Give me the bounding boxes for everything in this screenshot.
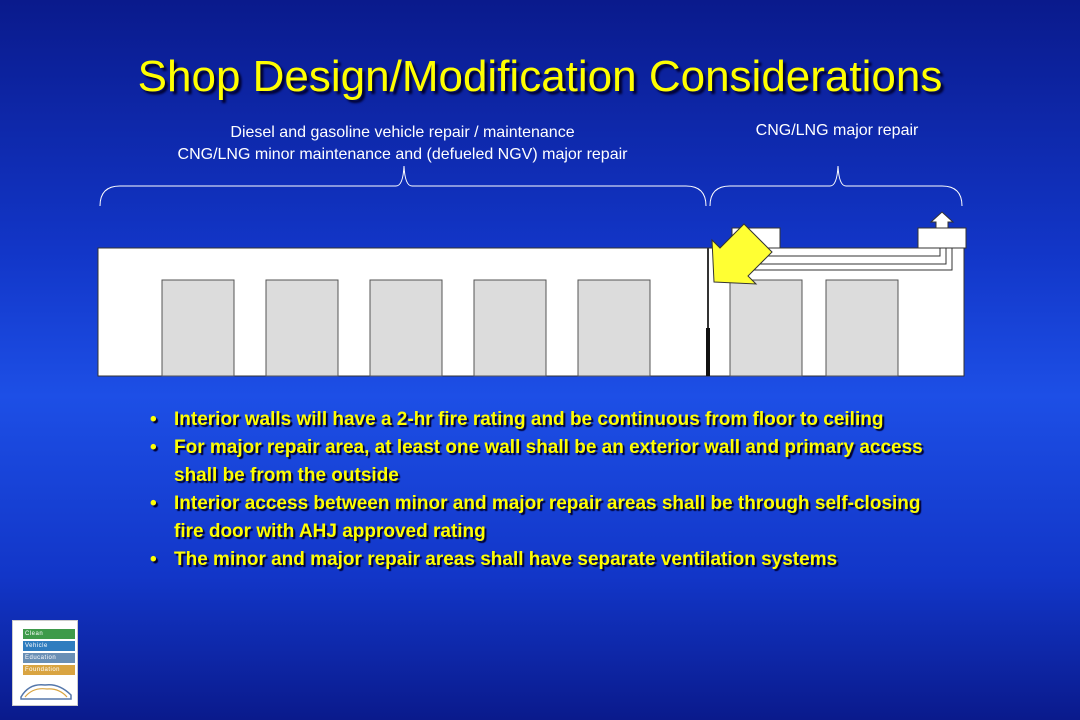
list-item bbox=[148, 546, 948, 574]
logo-line: Foundation bbox=[23, 665, 75, 675]
list-item bbox=[148, 406, 948, 434]
logo-line: Education bbox=[23, 653, 75, 663]
bay-door bbox=[730, 280, 802, 376]
logo-line: Vehicle bbox=[23, 641, 75, 651]
bullet-icon: • bbox=[150, 493, 157, 514]
bullet-icon: • bbox=[150, 409, 157, 430]
bay-door bbox=[162, 280, 234, 376]
logo-line: Clean bbox=[23, 629, 75, 639]
bay-door bbox=[266, 280, 338, 376]
minor-repair-caption-line2: CNG/LNG minor maintenance and (defueled NGV) major repair bbox=[177, 146, 628, 163]
bullet-text: The minor and major repair areas shall have separate ventilation systems bbox=[174, 549, 838, 570]
exhaust-arrow-icon bbox=[931, 212, 953, 228]
list-item bbox=[148, 490, 948, 546]
bay-door bbox=[826, 280, 898, 376]
slide-title: Shop Design/Modification Considerations bbox=[137, 52, 943, 101]
list-item bbox=[148, 434, 948, 490]
minor-repair-caption-line1: Diesel and gasoline vehicle repair / maintenance bbox=[230, 124, 575, 141]
bullet-text: Interior walls will have a 2-hr fire rating and be continuous from floor to ceiling bbox=[174, 409, 884, 430]
bay-door bbox=[370, 280, 442, 376]
logo-vehicle-icon bbox=[19, 679, 73, 701]
clean-vehicle-foundation-logo bbox=[12, 620, 78, 706]
considerations-list bbox=[148, 406, 948, 574]
bay-door bbox=[578, 280, 650, 376]
major-area-brace bbox=[710, 166, 962, 206]
major-repair-caption: CNG/LNG major repair bbox=[755, 122, 919, 139]
bullet-icon: • bbox=[150, 437, 157, 458]
minor-area-brace bbox=[100, 166, 706, 206]
bullet-icon: • bbox=[150, 549, 157, 570]
bullet-text: Interior access between minor and major repair areas shall be through self-closing fire door with AHJ approved rating bbox=[174, 493, 921, 542]
ventilation-exhaust-unit bbox=[918, 228, 966, 248]
bullet-text: For major repair area, at least one wall shall be an exterior wall and primary access shall be from the outside bbox=[174, 437, 923, 486]
bay-door bbox=[474, 280, 546, 376]
